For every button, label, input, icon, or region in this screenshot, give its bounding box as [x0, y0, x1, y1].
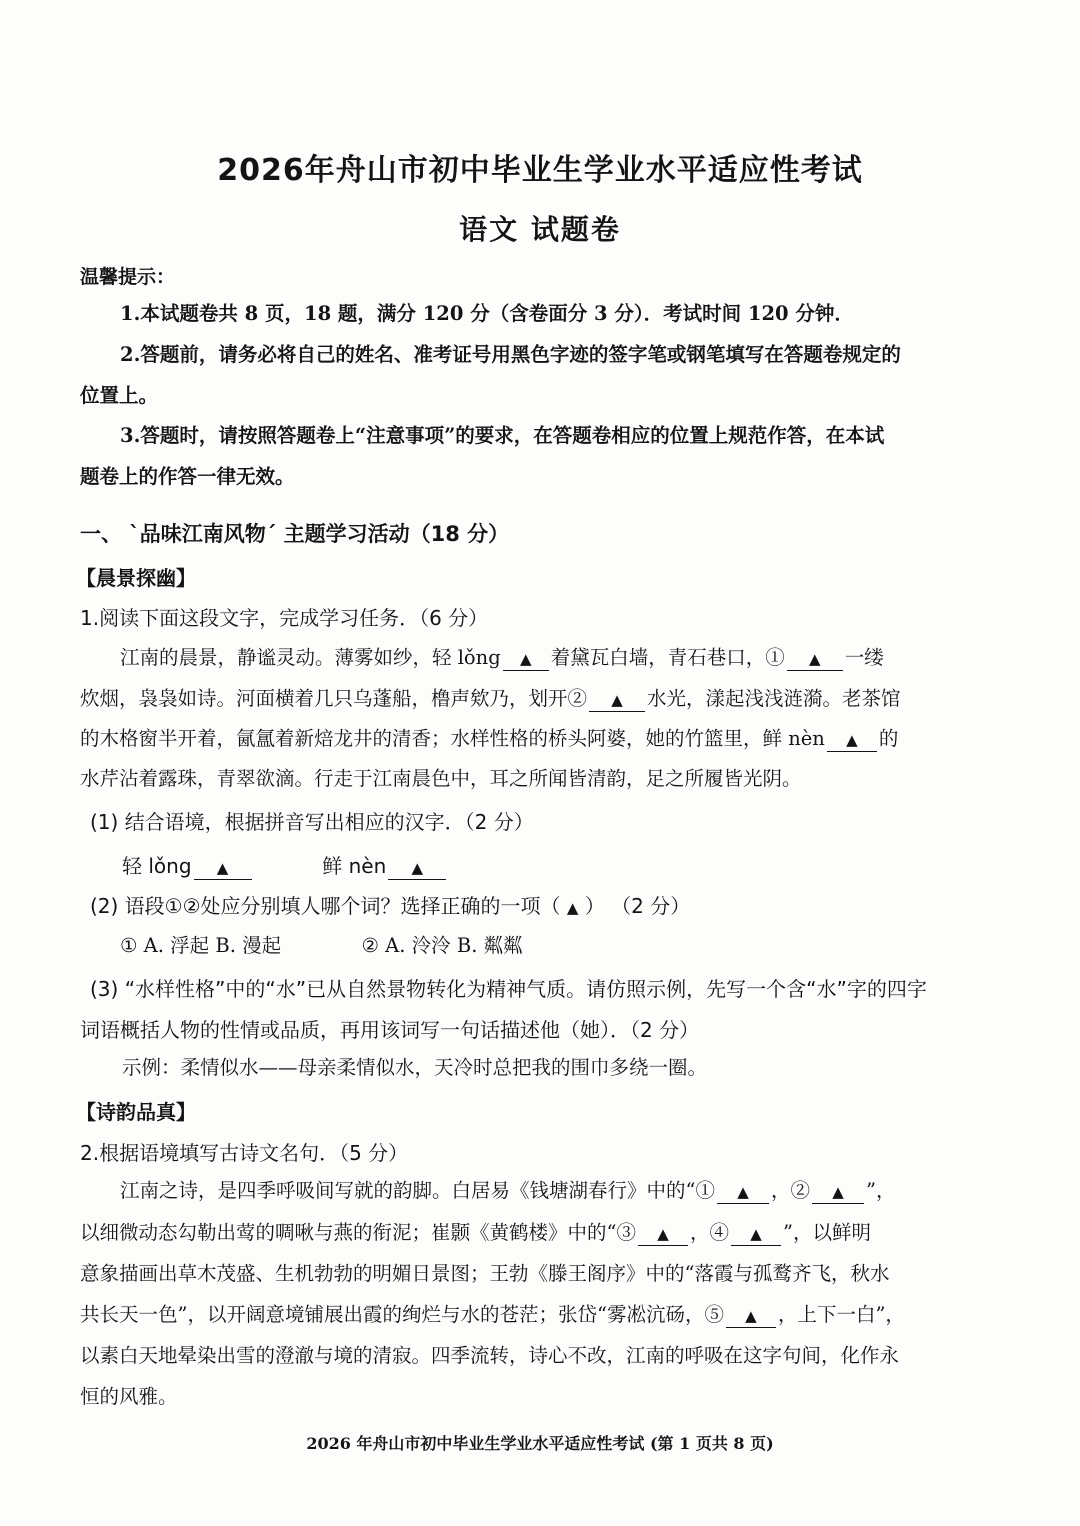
- tip-item-2-cont: 位置上。: [80, 384, 159, 407]
- passage-line-2: 炊烟，袅袅如诗。河面横着几只乌蓬船，橹声欸乃，划开② ▲ 水光，漾起浅浅涟漪。老茶馆: [80, 687, 901, 710]
- q2-line-2: 以细微动态勾勒出莺的啁啾与燕的衔泥；崔颢《黄鹤楼》中的“③ ▲ ，④ ▲ ”，以鲜明: [80, 1221, 871, 1244]
- answer-blank: ▲: [589, 688, 645, 712]
- sub-question-3-stem-1: (3) “水样性格”中的“水”已从自然景物转化为精神气质。请仿照示例，先写一个含“水”字的四字: [90, 977, 927, 1001]
- tip-item-3: 3.答题时，请按照答题卷上“注意事项”的要求，在答题卷相应的位置上规范作答，在本试: [120, 424, 885, 447]
- answer-blank: ▲: [638, 1222, 688, 1246]
- sub-question-2-stem: (2) 语段①②处应分别填人哪个词？选择正确的一项（ ▲ ） （2 分）: [90, 894, 691, 918]
- part-1-tag: 【晨景探幽】: [76, 566, 196, 590]
- q2-line-6: 恒的风雅。: [80, 1385, 178, 1408]
- tip-item-1: 1.本试题卷共 8 页，18 题，满分 120 分（含卷面分 3 分）．考试时间 120 分钟．: [120, 302, 854, 325]
- part-2-tag: 【诗韵品真】: [76, 1100, 196, 1124]
- q2-line-1: 江南之诗，是四季呼吸间写就的韵脚。白居易《钱塘湖春行》中的“① ▲ ，② ▲ ”，: [120, 1179, 896, 1202]
- answer-blank: ▲: [388, 855, 446, 880]
- answer-blank: ▲: [194, 855, 252, 880]
- sub-question-2-options: [120, 925, 523, 966]
- answer-blank: ▲: [827, 728, 877, 752]
- sub-question-3-example: 示例：柔情似水——母亲柔情似水，天冷时总把我的围巾多绕一圈。: [122, 1056, 708, 1079]
- passage-line-4: 水芹沾着露珠，青翠欲滴。行走于江南晨色中，耳之所闻皆清韵，足之所履皆光阴。: [80, 767, 802, 790]
- option-group-2: ② A. 泠泠 B. 粼粼: [361, 934, 523, 957]
- tips-heading: 温馨提示：: [80, 266, 176, 288]
- answer-mark: ▲: [566, 899, 579, 917]
- page-footer: 2026 年舟山市初中毕业生学业水平适应性考试 (第 1 页共 8 页): [306, 1434, 774, 1453]
- answer-blank: ▲: [503, 647, 549, 671]
- tip-item-2: 2.答题前，请务必将自己的姓名、准考证号用黑色字迹的签字笔或钢笔填写在答题卷规定的: [120, 343, 901, 366]
- sub-question-1-blanks: 轻 lǒng ▲ 鲜 nèn ▲: [122, 850, 448, 880]
- q2-line-3: 意象描画出草木茂盛、生机勃勃的明媚日景图；王勃《滕王阁序》中的“落霞与孤鹜齐飞，秋水: [80, 1262, 890, 1285]
- answer-blank: ▲: [717, 1180, 769, 1204]
- exam-title: 2026年舟山市初中毕业生学业水平适应性考试: [217, 153, 863, 188]
- tip-item-3-cont: 题卷上的作答一律无效。: [80, 465, 295, 488]
- section-1-title: 一、 ˋ品味江南风物ˊ 主题学习活动（18 分）: [80, 522, 510, 546]
- sub-question-1-stem: (1) 结合语境，根据拼音写出相应的汉字．（2 分）: [90, 810, 534, 834]
- answer-blank: ▲: [731, 1222, 781, 1246]
- answer-blank: ▲: [787, 647, 843, 671]
- q2-line-5: 以素白天地晕染出雪的澄澈与境的清寂。四季流转，诗心不改，江南的呼吸在这字句间，化作永: [80, 1344, 900, 1367]
- exam-subtitle: 语文 试题卷: [459, 213, 621, 246]
- sub-question-3-stem-2: 词语概括人物的性情或品质，再用该词写一句话描述他（她）．（2 分）: [80, 1018, 700, 1042]
- passage-line-1: 江南的晨景，静谧灵动。薄雾如纱，轻 lǒng ▲ 着黛瓦白墙，青石巷口，① ▲ 一缕: [120, 646, 884, 669]
- answer-blank: ▲: [726, 1304, 776, 1328]
- passage-line-3: 的木格窗半开着，氤氲着新焙龙井的清香；水样性格的桥头阿婆，她的竹篮里，鲜 nèn ▲ 的: [80, 727, 899, 750]
- q2-line-4: 共长天一色”，以开阔意境铺展出霞的绚烂与水的苍茫；张岱“雾凇沆砀，⑤ ▲ ，上下一白”，: [80, 1303, 905, 1326]
- option-group-1: ① A. 浮起 B. 漫起: [120, 934, 282, 957]
- question-2-stem: 2.根据语境填写古诗文名句．（5 分）: [80, 1141, 409, 1165]
- answer-blank: ▲: [812, 1180, 864, 1204]
- question-1-stem: 1.阅读下面这段文字，完成学习任务．（6 分）: [80, 606, 489, 630]
